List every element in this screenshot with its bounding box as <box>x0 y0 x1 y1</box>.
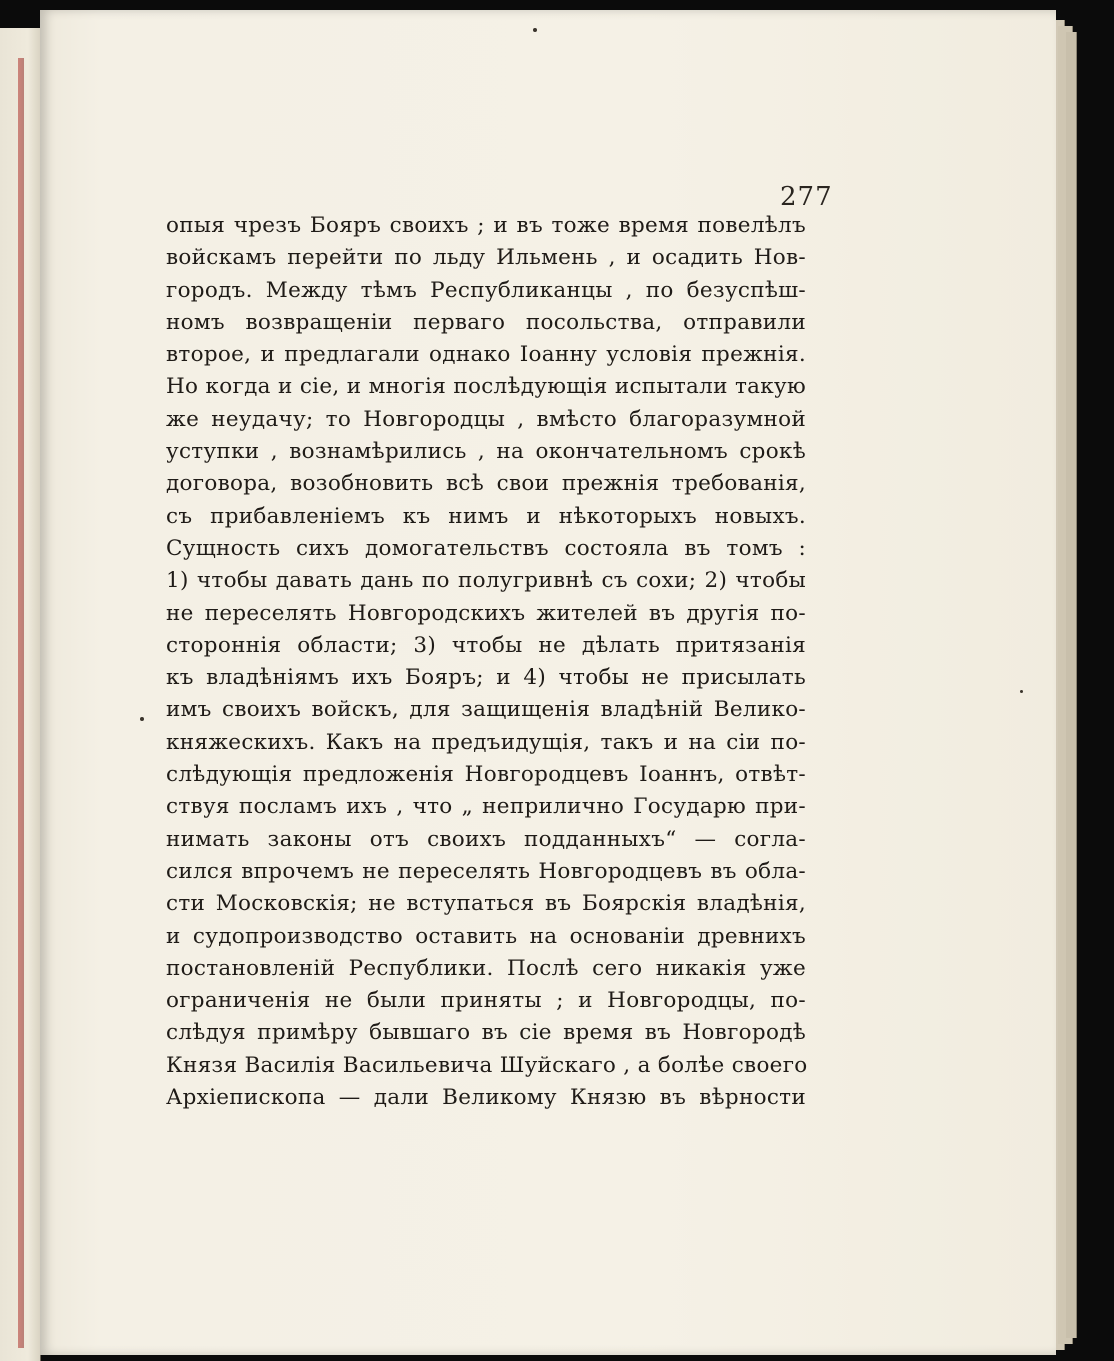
text-line: не переселять Новгородскихъ жителей въ другія по- <box>166 600 806 626</box>
text-line: постановленій Республики. Послѣ сего никакія уже <box>166 955 806 981</box>
text-line: Но когда и сіе, и многія послѣдующія испытали такую <box>166 374 806 400</box>
text-line: стороннія области; 3) чтобы не дѣлать притязанія <box>166 632 806 658</box>
text-line: и судопроизводство оставить на основаніи древнихъ <box>166 923 806 949</box>
text-line: къ владѣніямъ ихъ Бояръ; и 4) чтобы не присылать <box>166 665 806 691</box>
text-line: Князя Василія Васильевича Шуйскаго , а болѣе своего <box>166 1052 808 1078</box>
text-line: Сущность сихъ домогательствъ состояла въ томъ : <box>166 535 806 561</box>
ink-speck <box>533 28 537 32</box>
text-line: ствуя посламъ ихъ , что „ неприлично Государю при- <box>166 794 806 820</box>
body-text <box>166 210 806 1114</box>
text-line: 1) чтобы давать дань по полугривнѣ съ сохи; 2) чтобы <box>166 568 806 594</box>
page-number: 277 <box>780 182 833 212</box>
text-line: номъ возвращеніи перваго посольства, отправили <box>166 309 806 335</box>
text-line: сился впрочемъ не переселять Новгородцевъ въ обла- <box>166 858 806 884</box>
text-line: княжескихъ. Какъ на предъидущія, такъ и на сіи по- <box>166 729 806 755</box>
text-line: же неудачу; то Новгородцы , вмѣсто благоразумной <box>166 406 806 432</box>
text-line: второе, и предлагали однако Іоанну условія прежнія. <box>166 342 806 368</box>
facing-page-red-edge <box>18 58 24 1348</box>
facing-page-edge <box>0 28 41 1361</box>
text-line: городъ. Между тѣмъ Республиканцы , по безуспѣш- <box>166 277 806 303</box>
text-line: съ прибавленіемъ къ нимъ и нѣкоторыхъ новыхъ. <box>166 503 806 529</box>
text-line: войскамъ перейти по льду Ильмень , и осадить Нов- <box>166 245 806 271</box>
ink-speck <box>1020 690 1023 693</box>
page-stack-edge <box>1066 32 1077 1338</box>
text-line: имъ своихъ войскъ, для защищенія владѣній Велико- <box>166 697 806 723</box>
text-line: ограниченія не были приняты ; и Новгородцы, по- <box>166 988 806 1014</box>
ink-speck <box>140 717 144 721</box>
text-line: сти Московскія; не вступаться въ Боярскія владѣнія, <box>166 891 806 917</box>
text-line: опыя чрезъ Бояръ своихъ ; и въ тоже время повелѣлъ <box>166 213 806 238</box>
text-line: слѣдуя примѣру бывшаго въ сіе время въ Новгородѣ <box>166 1020 806 1046</box>
text-line: уступки , вознамѣрились , на окончательномъ срокѣ <box>166 439 806 465</box>
text-line: договора, возобновить всѣ свои прежнія требованія, <box>166 471 806 497</box>
text-line: нимать законы отъ своихъ подданныхъ“ — согла- <box>166 826 806 852</box>
text-line: слѣдующія предложенія Новгородцевъ Іоаннъ, отвѣт- <box>166 762 806 788</box>
text-line: Архіепископа — дали Великому Князю въ вѣрности <box>166 1085 806 1111</box>
